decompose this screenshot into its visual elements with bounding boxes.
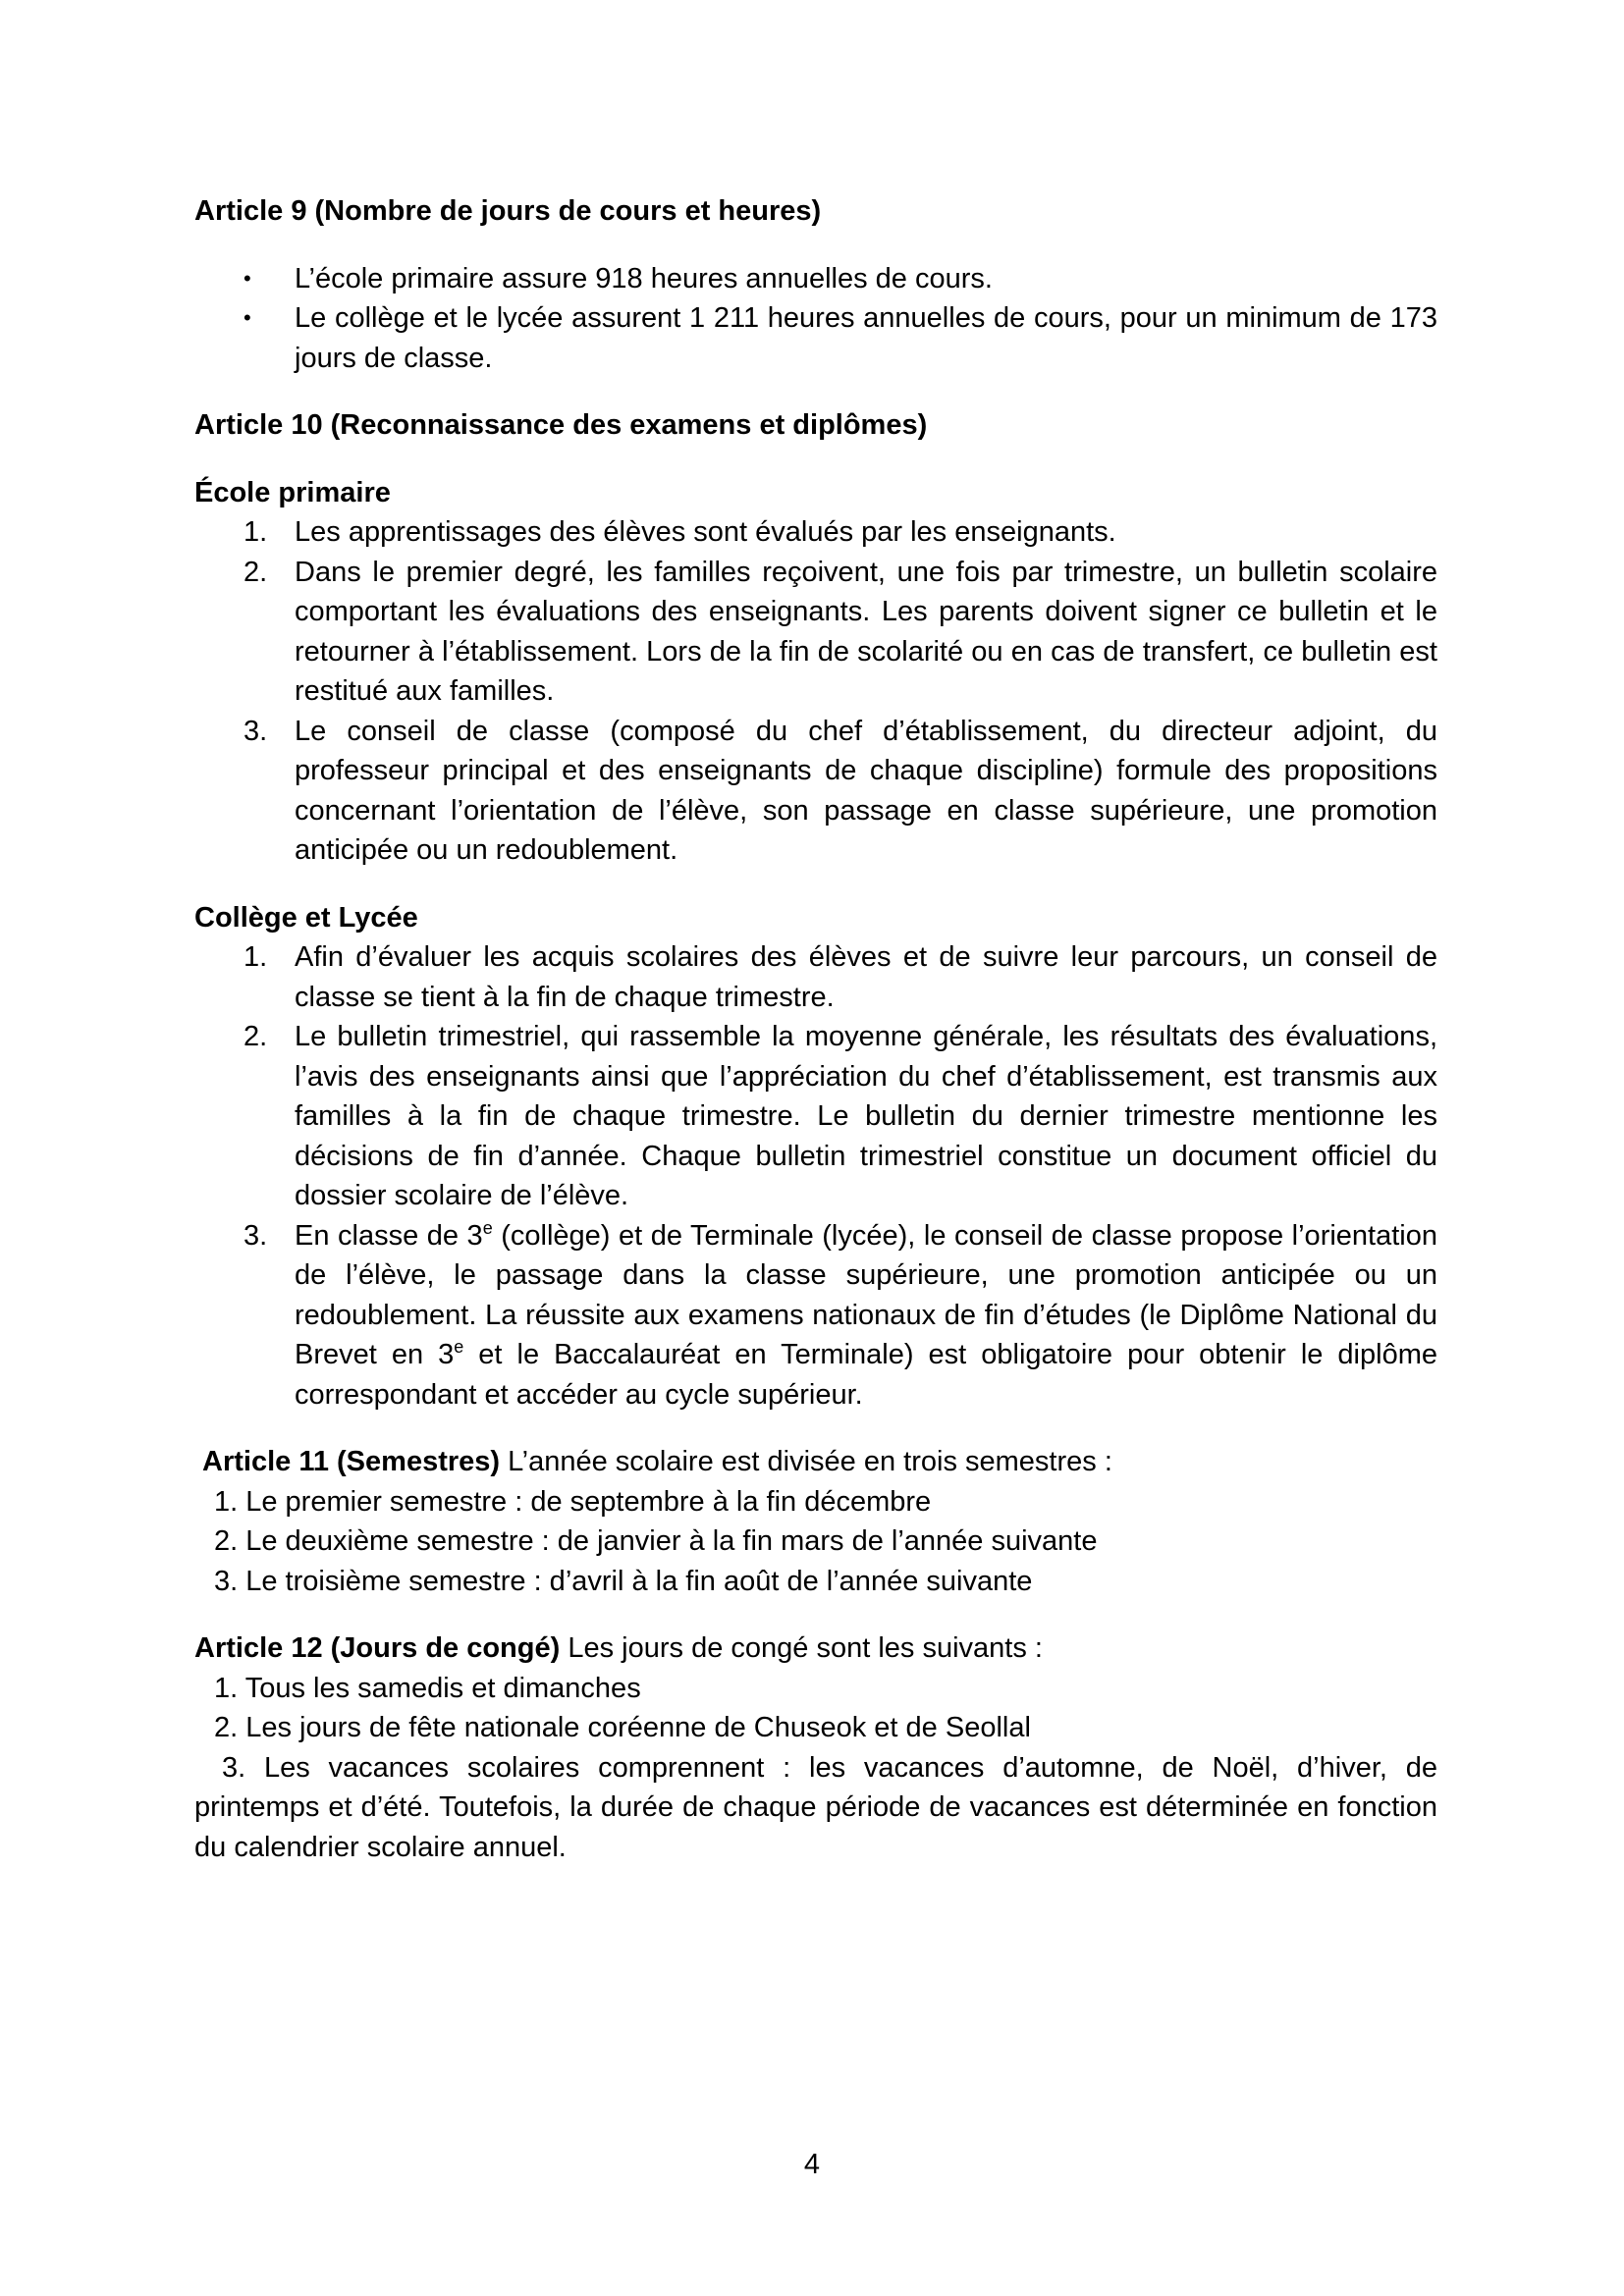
list-number: 2. [244, 1021, 268, 1052]
article-12-item-3: 3. Les vacances scolaires comprennent : les vacances d’automne, de Noël, d’hiver, de printemps et d’été. Toutefois, la durée de chaque période de vacances est déterminée en fonction du calendrier scolaire annuel. [194, 1751, 1437, 1863]
article-12-intro: Les jours de congé sont les suivants : [560, 1632, 1043, 1664]
list-item [194, 1216, 1437, 1415]
list-item-text: Dans le premier degré, les familles reçoivent, une fois par trimestre, un bulletin scolaire comportant les évaluations des enseignants. Les parents doivent signer ce bulletin et le retourner à l’établissement. Lors de la fin de scolarité ou en cas de transfert, ce bulletin est restitué aux familles. [295, 556, 1437, 707]
page-number: 4 [803, 2149, 821, 2180]
text-part: En classe de 3 [295, 1219, 483, 1252]
article-9-list [194, 259, 1437, 379]
ecole-primaire-subtitle: École primaire [194, 476, 391, 508]
list-item: 2. Le deuxième semestre : de janvier à la fin mars de l’année suivante [214, 1525, 1098, 1557]
list-item-text: Afin d’évaluer les acquis scolaires des élèves et de suivre leur parcours, un conseil de classe se tient à la fin de chaque trimestre. [295, 941, 1437, 1013]
article-11-paragraph [194, 1442, 1437, 1482]
college-lycee-list [194, 937, 1437, 1415]
list-item [194, 259, 1437, 299]
text-part: et le Baccalauréat en Terminale) est obligatoire pour obtenir le diplôme correspondant et accéder au cycle supérieur. [295, 1339, 1437, 1411]
list-item-text [295, 1217, 1437, 1411]
list-item [194, 298, 1437, 378]
text-part: (collège) et de Terminale (lycée), le conseil de classe propose l’orientation de l’élève, le passage dans la classe supérieure, une promotion anticipée ou un redoublement. La réussite aux examens nationaux de fin d’études (le Diplôme National du Brevet en 3 [295, 1219, 1437, 1370]
list-item [194, 553, 1437, 712]
article-11-list [194, 1482, 1437, 1602]
article-11-title: Article 11 (Semestres) [202, 1446, 501, 1477]
bullet-icon: • [244, 265, 251, 291]
list-item-text: L’école primaire assure 918 heures annuelles de cours. [295, 262, 993, 294]
article-12-title: Article 12 (Jours de congé) [194, 1632, 561, 1664]
list-item [194, 512, 1437, 553]
article-12-paragraph [194, 1629, 1437, 1669]
list-item-text: Le conseil de classe (composé du chef d’établissement, du directeur adjoint, du professeur principal et des enseignants de chaque discipline) formule des propositions concernant l’orientation de l’élève, son passage en classe supérieure, une promotion anticipée ou un redoublement. [295, 715, 1437, 866]
list-item: 3. Le troisième semestre : d’avril à la fin août de l’année suivante [214, 1565, 1033, 1597]
list-item: 1. Le premier semestre : de septembre à la fin décembre [214, 1485, 932, 1518]
list-item: 2. Les jours de fête nationale coréenne de Chuseok et de Seollal [214, 1712, 1031, 1743]
bullet-icon: • [244, 305, 251, 330]
list-number: 2. [244, 556, 268, 588]
article-12-list [194, 1669, 1437, 1748]
superscript: e [454, 1337, 464, 1357]
article-10-title: Article 10 (Reconnaissance des examens et diplômes) [194, 409, 928, 441]
list-item [194, 712, 1437, 871]
list-item-text: Le collège et le lycée assurent 1 211 heures annuelles de cours, pour un minimum de 173 jours de classe. [295, 302, 1437, 374]
college-lycee-subtitle: Collège et Lycée [194, 901, 418, 934]
article-9-title: Article 9 (Nombre de jours de cours et heures) [194, 195, 822, 227]
list-item [194, 1017, 1437, 1216]
list-item-text: Les apprentissages des élèves sont évalués par les enseignants. [295, 516, 1116, 548]
list-number: 1. [244, 516, 268, 548]
document-page [194, 191, 1437, 1867]
list-number: 3. [244, 715, 268, 747]
list-item-text: Le bulletin trimestriel, qui rassemble la moyenne générale, les résultats des évaluations, l’avis des enseignants ainsi que l’appréciation du chef d’établissement, est transmis aux familles à la fin de chaque trimestre. Le bulletin du dernier trimestre mentionne les décisions de fin d’année. Chaque bulletin trimestriel constitue un document officiel du dossier scolaire de l’élève. [295, 1021, 1437, 1211]
list-number: 3. [244, 1219, 268, 1252]
list-number: 1. [244, 941, 268, 973]
ecole-primaire-list [194, 512, 1437, 871]
article-11-intro: L’année scolaire est divisée en trois semestres : [500, 1446, 1112, 1477]
list-item: 1. Tous les samedis et dimanches [214, 1672, 641, 1704]
superscript: e [482, 1217, 493, 1238]
list-item [194, 937, 1437, 1017]
